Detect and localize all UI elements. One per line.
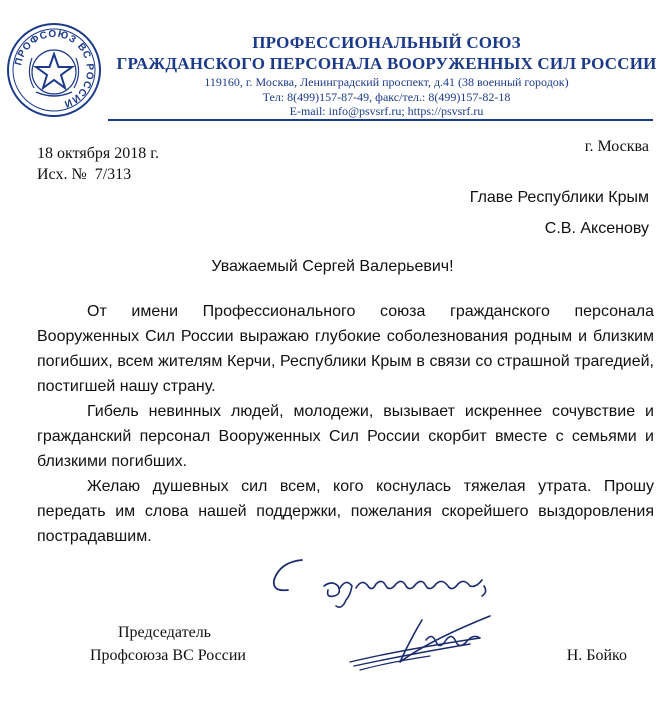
- letterhead-title-line1: ПРОФЕССИОНАЛЬНЫЙ СОЮЗ: [252, 33, 521, 52]
- signatory-name: Н. Бойко: [566, 647, 627, 664]
- paragraph-1: От имени Профессионального союза гражданского персонала Вооруженных Сил России выражаю глубокие соболезнования родным и близким погибших, всем жителям Керчи, Республики Крым в связи со страшной трагедией, постигшей нашу страну.: [37, 303, 654, 395]
- addressee-line2: С.В. Аксенову: [544, 220, 649, 237]
- star-emblem-icon: [6, 22, 102, 118]
- handwritten-signature: [340, 610, 500, 680]
- letterhead-email: E-mail: info@psvsrf.ru; https://psvsrf.ru: [289, 104, 484, 118]
- letter-ref-number: Исх. № 7/313: [37, 166, 132, 183]
- handwritten-closing: [262, 548, 502, 618]
- paragraph-3: Желаю душевных сил всем, кого коснулась тяжелая утрата. Прошу передать им слова нашей поддержки, пожелания скорейшего выздоровления пострадавшим.: [37, 478, 654, 545]
- svg-text:ПРОФСОЮЗ ВС РОССИИ: ПРОФСОЮЗ ВС РОССИИ: [13, 28, 96, 110]
- letter-date: 18 октября 2018 г.: [37, 145, 159, 162]
- greeting: Уважаемый Сергей Валерьевич!: [211, 258, 454, 275]
- signatory-position-line2: Профсоюза ВС России: [90, 647, 246, 664]
- union-seal-logo: [6, 22, 102, 118]
- letterhead-title-line2: ГРАЖДАНСКОГО ПЕРСОНАЛА ВООРУЖЕННЫХ СИЛ РОССИИ: [116, 54, 657, 73]
- letterhead-phones: Тел: 8(499)157-87-49, факс/тел.: 8(499)157-82-18: [262, 90, 511, 104]
- letter-city: г. Москва: [584, 138, 649, 155]
- letterhead-divider: [108, 119, 653, 121]
- addressee-line1: Главе Республики Крым: [469, 189, 649, 206]
- paragraph-2: Гибель невинных людей, молодежи, вызывает искреннее сочувствие и гражданский персонал Вооруженных Сил России скорбит вместе с семьями и близкими погибших.: [37, 403, 654, 470]
- letterhead-address: 119160, г. Москва, Ленинградский проспект, д.41 (38 военный городок): [204, 75, 569, 89]
- signatory-position-line1: Председатель: [118, 624, 211, 641]
